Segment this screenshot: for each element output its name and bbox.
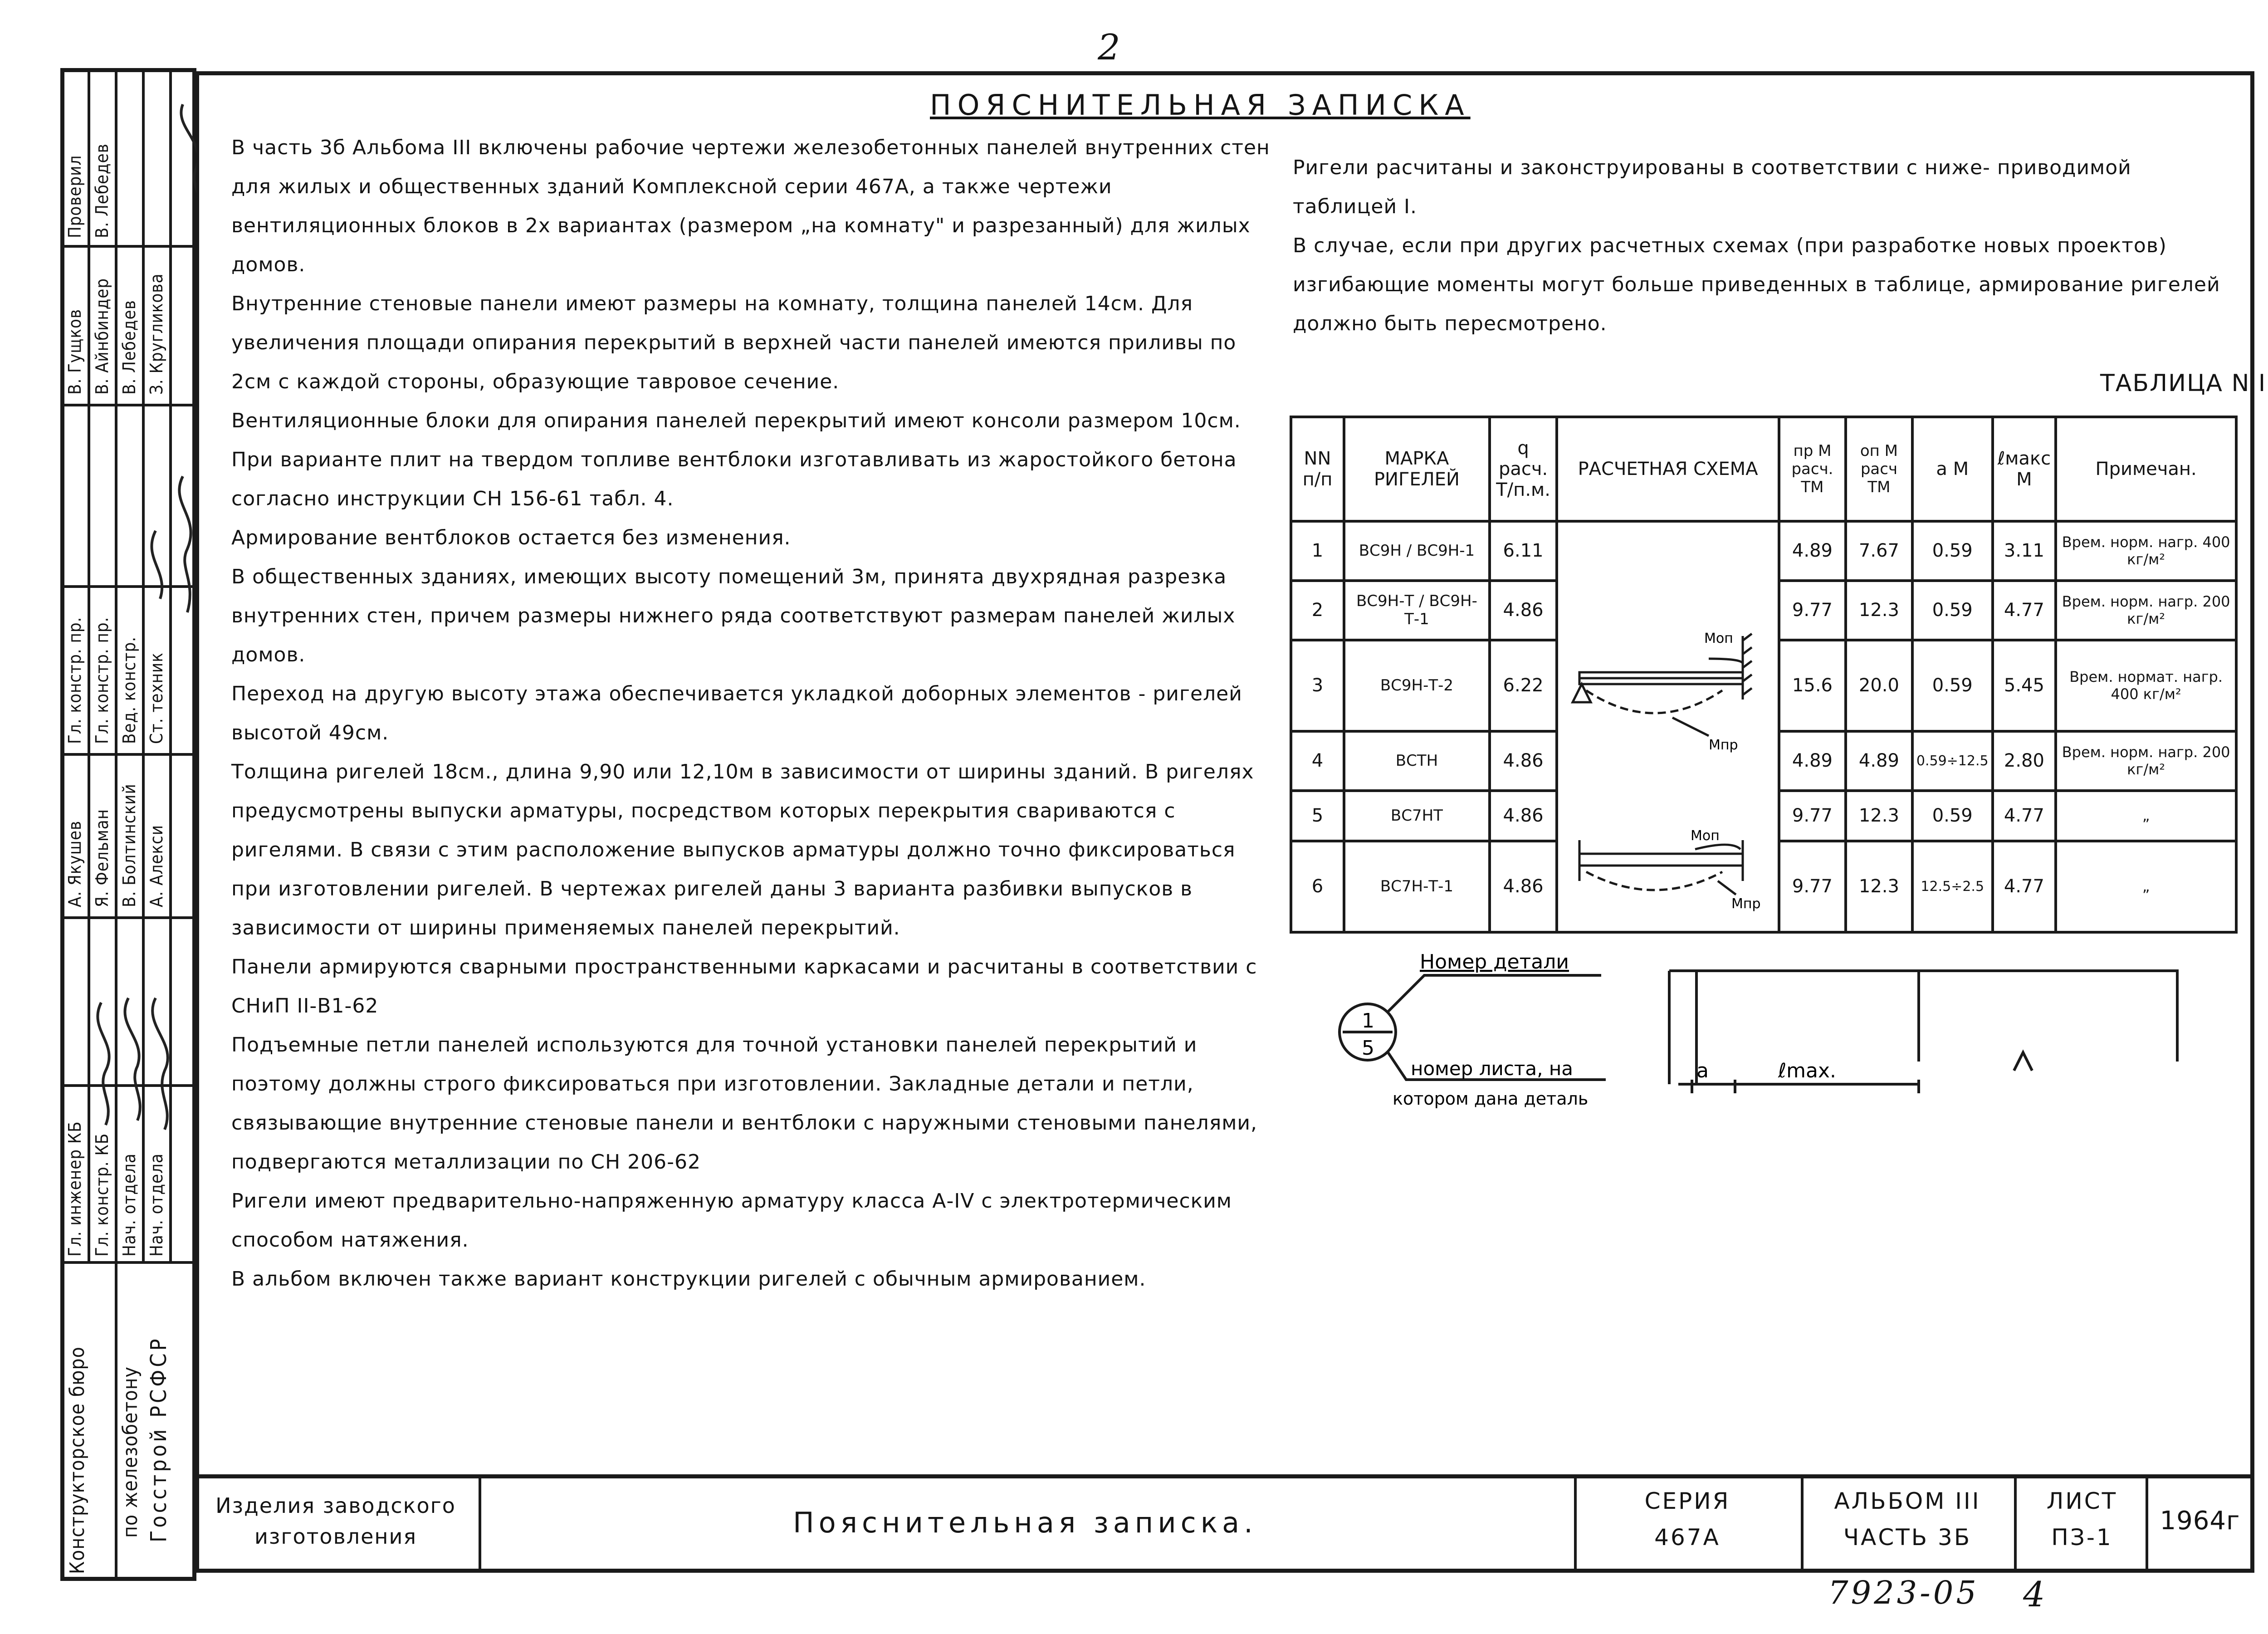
cell-a: 0.59 (1912, 640, 1993, 731)
cell-n: 1 (1291, 521, 1344, 581)
cell-mop: 12.3 (1846, 581, 1912, 640)
cell-q: 4.86 (1490, 731, 1557, 791)
paragraph: Ригели расчитаны и законструированы в соответствии с ниже- приводимой таблицей I. (1293, 156, 2131, 218)
sidebar-role-st-tekhnik: Ст. техник (147, 652, 166, 744)
cell-mpr: 4.89 (1779, 731, 1846, 791)
sidebar-name-boltinsky: В. Болтинский (119, 783, 139, 907)
col-q: q расч. Т/п.м. (1490, 417, 1557, 521)
stamp-album: АЛЬБОМ III (1834, 1488, 1981, 1514)
col-note: Примечан. (2056, 417, 2236, 521)
paragraph: В часть 3б Альбома III включены рабочие чертежи железобетонных панелей внутренних стен для жилых и общественных зданий Комплексной серии 467А, а также чертежи вентиляционных блоков в 2х вариантах (размером „на комнату" и разрезанный) для жилых домов. (231, 136, 1270, 276)
sidebar-role-gl-konstr-2: Гл. констр. пр. (92, 616, 112, 744)
footer-page: 4 (2023, 1574, 2045, 1614)
stamp-part: ЧАСТЬ 3Б (1843, 1524, 1972, 1551)
stamp-series: 467А (1654, 1524, 1721, 1551)
scheme-label-mop-2: Моп (1691, 828, 1720, 844)
sidebar-role-ved-konstr: Вед. констр. (119, 636, 139, 744)
cell-mpr: 9.77 (1779, 841, 1846, 932)
sidebar-role-gl-konstr: Гл. констр. пр. (65, 616, 85, 744)
cell-a: 0.59 (1912, 581, 1993, 640)
sidebar-role-nach-otdela: Нач. отдела (119, 1153, 139, 1257)
cell-q: 6.22 (1490, 640, 1557, 731)
cell-note: „ (2056, 791, 2236, 841)
cell-n: 2 (1291, 581, 1344, 640)
footer-number: 7923-05 (1828, 1574, 1979, 1611)
paragraph: В случае, если при других расчетных схемах (при разработке новых проектов) изгибающие моменты могут больше приведенных в таблице, армирование ригелей должно быть пересмотрено. (1293, 234, 2220, 335)
page-title: ПОЯСНИТЕЛЬНАЯ ЗАПИСКА (930, 88, 1471, 122)
detail-a-label: a (1696, 1059, 1709, 1082)
sidebar-name-aleksi: А. Алекси (147, 824, 166, 907)
scheme-label-mop: Моп (1704, 631, 1733, 646)
left-text-column (231, 128, 1275, 1299)
cell-mpr: 9.77 (1779, 791, 1846, 841)
sidebar-org-3: Госстрой РСФСР (146, 1336, 171, 1542)
paragraph: Переход на другую высоту этажа обеспечивается укладкой доборных элементов - ригелей высотой 49см. (231, 682, 1242, 744)
paragraph: Армирование вентблоков остается без изменения. (231, 526, 791, 549)
detail-legend (1334, 948, 2218, 1130)
sidebar-name-lebedev-1: В. Лебедев (92, 143, 112, 238)
stamp-name: Пояснительная записка. (793, 1506, 1257, 1539)
cell-l: 4.77 (1993, 581, 2056, 640)
cell-mark: ВС9Н-Т / ВС9Н-Т-1 (1344, 581, 1490, 640)
table-caption: ТАБЛИЦА N I (2100, 370, 2267, 397)
cell-n: 4 (1291, 731, 1344, 791)
col-mop: оп М расч ТМ (1846, 417, 1912, 521)
cell-note: Врем. норм. нагр. 400 кг/м² (2056, 521, 2236, 581)
cell-a: 0.59 (1912, 791, 1993, 841)
cell-note: Врем. нормат. нагр. 400 кг/м² (2056, 640, 2236, 731)
detail-denominator: 5 (1362, 1037, 1374, 1060)
sidebar-name-ainbinder: В. Айнбиндер (92, 278, 112, 395)
cell-mark: ВС9Н-Т-2 (1344, 640, 1490, 731)
scheme-label-mpr-2: Мпр (1731, 896, 1761, 912)
paragraph: Ригели имеют предварительно-напряженную арматуру класса А-IV с электротермическим способом натяжения. (231, 1189, 1232, 1252)
cell-mop: 7.67 (1846, 521, 1912, 581)
paragraph: Внутренние стеновые панели имеют размеры на комнату, толщина панелей 14см. Для увеличения площади опирания перекрытий в верхней части панелей имеются приливы по 2см с каждой стороны, образующие тавровое сечение. (231, 292, 1237, 393)
detail-top-label: Номер детали (1420, 950, 1569, 974)
paragraph: Панели армируются сварными пространственными каркасами и расчитаны в соответствии с СНиП II-В1-62 (231, 955, 1257, 1018)
cell-scheme (1557, 521, 1779, 932)
cell-q: 6.11 (1490, 521, 1557, 581)
sidebar-role-gl-konstr-kb: Гл. констр. КБ (92, 1133, 112, 1257)
detail-bottom-label-1: номер листа, на (1411, 1057, 1574, 1080)
sidebar-name-felman: Я. Фельман (92, 808, 112, 907)
signatures (60, 68, 196, 1261)
stamp-sheet-label: ЛИСТ (2046, 1488, 2118, 1514)
sidebar-name-gushchkov: В. Гущков (65, 308, 85, 395)
rigel-table (1290, 416, 2238, 934)
col-a: a М (1912, 417, 1993, 521)
detail-numerator: 1 (1362, 1009, 1374, 1032)
page-number: 2 (1098, 27, 1120, 68)
cell-mpr: 4.89 (1779, 521, 1846, 581)
sidebar-name-yakushev: А. Якушев (65, 820, 85, 907)
detail-lmax-label: ℓmax. (1778, 1059, 1837, 1082)
cell-n: 5 (1291, 791, 1344, 841)
sidebar-org-2: по железобетону (119, 1366, 142, 1538)
paragraph: Подъемные петли панелей используются для точной установки панелей перекрытий и поэтому должны строго фиксироваться при изготовлении. Закладные детали и петли, связывающие внутренние стеновые панели и вентблоки с наружными стеновыми панелями, подвергаются металлизации по СН 206-62 (231, 1033, 1257, 1174)
sidebar-name-kruglikova: З. Кругликова (147, 273, 166, 395)
col-scheme: РАСЧЕТНАЯ СХЕМА (1557, 417, 1779, 521)
cell-mpr: 9.77 (1779, 581, 1846, 640)
sidebar-role-nach-otdela-2: Нач. отдела (147, 1153, 166, 1257)
cell-note: „ (2056, 841, 2236, 932)
cell-q: 4.86 (1490, 841, 1557, 932)
cell-mpr: 15.6 (1779, 640, 1846, 731)
paragraph: Толщина ригелей 18см., длина 9,90 или 12,10м в зависимости от ширины зданий. В ригелях предусмотрены выпуски арматуры, посредством которых перекрытия свариваются с ригелями. В связи с этим расположение выпусков арматуры должно точно фиксироваться при изготовлении ригелей. В чертежах ригелей даны 3 варианта разбивки выпусков в зависимости от ширины применяемых панелей перекрытий. (231, 760, 1254, 939)
cell-mop: 12.3 (1846, 841, 1912, 932)
scheme-diagrams (1559, 523, 1777, 926)
cell-mark: ВС7НТ (1344, 791, 1490, 841)
sidebar-role-proveril: Проверил (65, 155, 85, 238)
cell-l: 3.11 (1993, 521, 2056, 581)
right-text-column (1293, 148, 2236, 343)
col-mpr: пр М расч. ТМ (1779, 417, 1846, 521)
cell-a: 0.59 (1912, 521, 1993, 581)
cell-mop: 20.0 (1846, 640, 1912, 731)
paragraph: Вентиляционные блоки для опирания панелей перекрытий имеют консоли размером 10см. При варианте плит на твердом топливе вентблоки изготавливать из жаростойкого бетона согласно инструкции СН 156-61 табл. 4. (231, 409, 1241, 510)
cell-q: 4.86 (1490, 581, 1557, 640)
col-lmax: ℓмакс М (1993, 417, 2056, 521)
col-mark: МАРКА РИГЕЛЕЙ (1344, 417, 1490, 521)
stamp-product: Изделия заводского изготовления (215, 1493, 456, 1549)
sidebar-org-1: Конструкторское бюро (66, 1346, 89, 1574)
cell-l: 5.45 (1993, 640, 2056, 731)
cell-note: Врем. норм. нагр. 200 кг/м² (2056, 731, 2236, 791)
cell-mark: ВС7Н-Т-1 (1344, 841, 1490, 932)
cell-l: 2.80 (1993, 731, 2056, 791)
table-row (1291, 521, 2236, 581)
cell-q: 4.86 (1490, 791, 1557, 841)
scheme-label-mpr: Мпр (1709, 737, 1738, 753)
sidebar-name-lebedev-2: В. Лебедев (119, 300, 139, 395)
stamp-year: 1964г (2160, 1506, 2240, 1536)
col-nn: NN п/п (1291, 417, 1344, 521)
cell-n: 3 (1291, 640, 1344, 731)
sidebar-role-gl-inzh: Гл. инженер КБ (65, 1121, 85, 1257)
cell-a: 0.59÷12.5 (1912, 731, 1993, 791)
stamp-series-label: СЕРИЯ (1644, 1488, 1730, 1514)
cell-mop: 4.89 (1846, 731, 1912, 791)
cell-n: 6 (1291, 841, 1344, 932)
cell-mop: 12.3 (1846, 791, 1912, 841)
cell-mark: ВСТН (1344, 731, 1490, 791)
cell-mark: ВС9Н / ВС9Н-1 (1344, 521, 1490, 581)
paragraph: В общественных зданиях, имеющих высоту помещений 3м, принята двухрядная разрезка внутренних стен, причем размеры нижнего ряда соответствуют размерам панелей жилых домов. (231, 565, 1236, 666)
cell-note: Врем. норм. нагр. 200 кг/м² (2056, 581, 2236, 640)
cell-l: 4.77 (1993, 791, 2056, 841)
stamp-sheet: ПЗ-1 (2051, 1524, 2113, 1551)
cell-l: 4.77 (1993, 841, 2056, 932)
detail-bottom-label-2: котором дана деталь (1393, 1089, 1589, 1109)
paragraph: В альбом включен также вариант конструкции ригелей с обычным армированием. (231, 1267, 1146, 1291)
cell-a: 12.5÷2.5 (1912, 841, 1993, 932)
